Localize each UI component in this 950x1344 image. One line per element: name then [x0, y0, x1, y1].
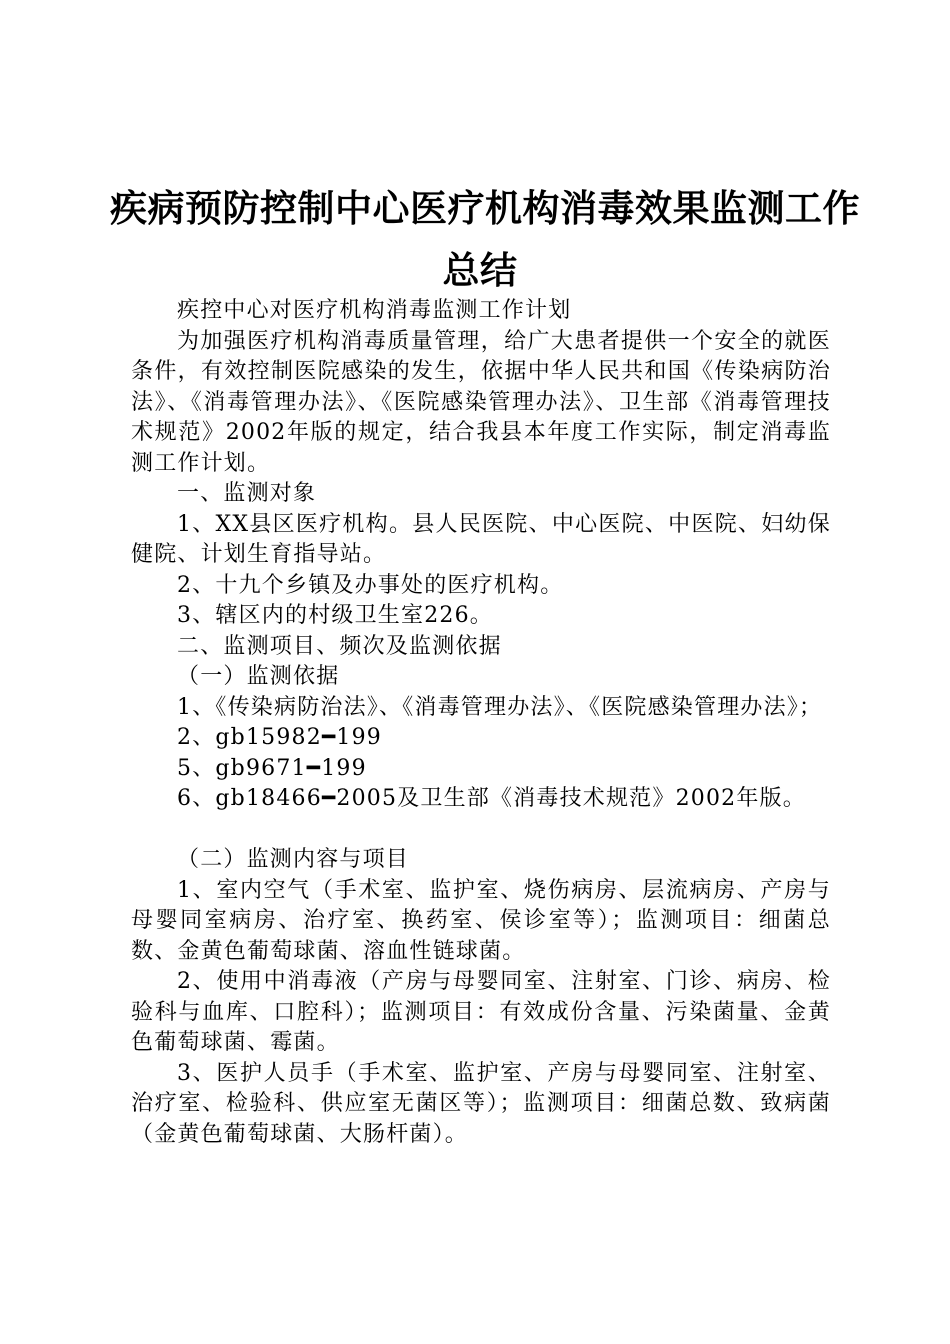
- list-item-basis-laws: 1、《传染病防治法》、《消毒管理办法》、《医院感染管理办法》；: [177, 694, 823, 720]
- list-item-basis-gb15982: 2、gb15982━199: [177, 725, 382, 750]
- list-item-basis-gb18466: 6、gb18466━2005及卫生部《消毒技术规范》2002年版。: [177, 786, 806, 811]
- list-item-staff-hands: 3、医护人员手（手术室、监护室、产房与母婴同室、注射室、治疗室、检验科、供应室无菌区等）；监测项目：细菌总数、致病菌（金黄色葡萄球菌、大肠杆菌）。: [131, 1060, 831, 1147]
- section-heading-monitoring-objects: 一、监测对象: [177, 481, 317, 506]
- list-item-basis-gb9671: 5、gb9671━199: [177, 755, 367, 781]
- document-title-line-1: 疾病预防控制中心医疗机构消毒效果监测工作: [110, 187, 860, 230]
- section-heading-monitoring-items: 二、监测项目、频次及监测依据: [177, 633, 502, 659]
- list-item-indoor-air: 1、室内空气（手术室、监护室、烧伤病房、层流病房、产房与母婴同室病房、治疗室、换药室、侯诊室等）；监测项目：细菌总数、金黄色葡萄球菌、溶血性链球菌。: [131, 877, 831, 964]
- document-title-line-2: 总结: [442, 249, 518, 292]
- list-item-county-institutions: 1、XX县区医疗机构。县人民医院、中心医院、中医院、妇幼保健院、计划生育指导站。: [131, 511, 831, 567]
- paragraph-plan-heading: 疾控中心对医疗机构消毒监测工作计划: [177, 298, 572, 323]
- blank-line: [131, 815, 831, 846]
- list-item-disinfectant: 2、使用中消毒液（产房与母婴同室、注射室、门诊、病房、检验科与血库、口腔科）；监测项目：有效成份含量、污染菌量、金黄色葡萄球菌、霉菌。: [131, 969, 831, 1055]
- list-item-township-institutions: 2、十九个乡镇及办事处的医疗机构。: [177, 572, 564, 598]
- subsection-heading-basis: （一）监测依据: [177, 664, 340, 689]
- paragraph-intro: 为加强医疗机构消毒质量管理，给广大患者提供一个安全的就医条件，有效控制医院感染的发生，依据中华人民共和国《传染病防治法》、《消毒管理办法》、《医院感染管理办法》、卫生部《消毒管理技术规范》2002年版的规定，结合我县本年度工作实际，制定消毒监测工作计划。: [131, 328, 831, 476]
- list-item-village-clinics: 3、辖区内的村级卫生室226。: [177, 603, 493, 628]
- document-body: [131, 296, 831, 1150]
- subsection-heading-content: （二）监测内容与项目: [177, 847, 410, 872]
